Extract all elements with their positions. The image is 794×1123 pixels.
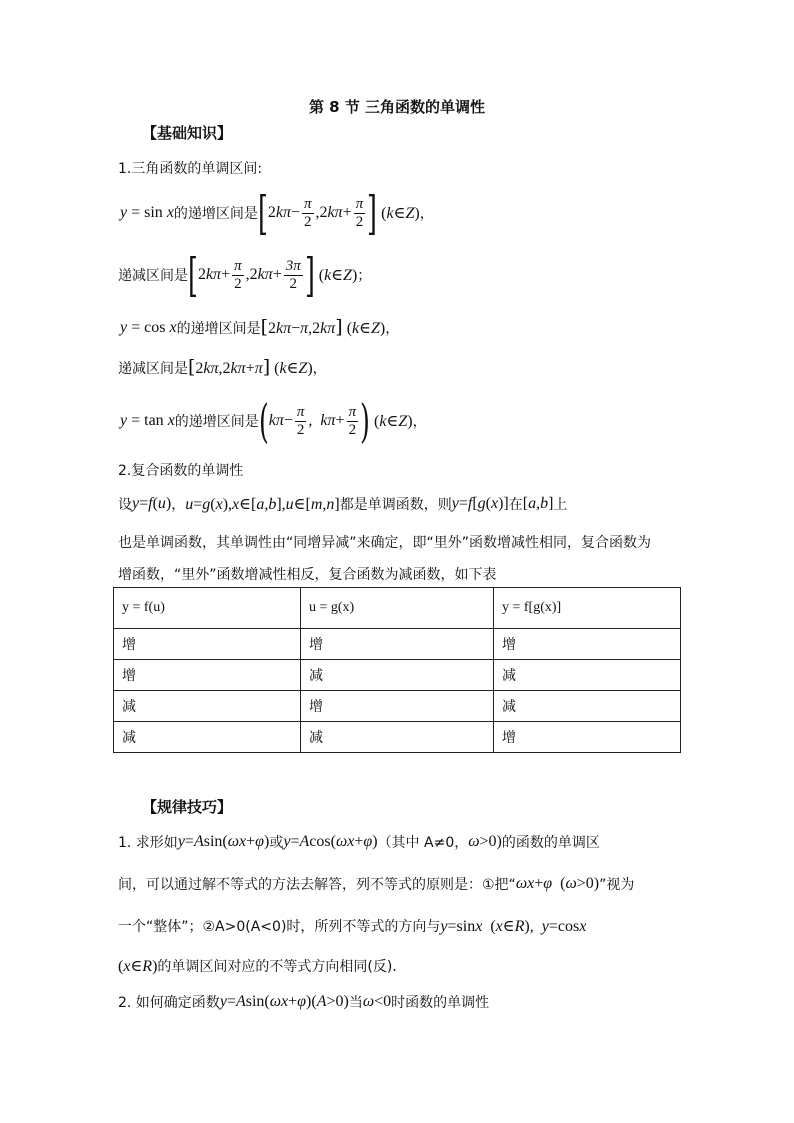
table-header-cell: y = f[g(x)] (494, 588, 681, 629)
formula: y=Asin(ωx+φ)(A>0) (219, 993, 349, 1010)
cos-decreasing-line (118, 356, 327, 380)
interval: [2kπ,2kπ+π] (k∈Z) (188, 356, 313, 378)
table-cell: 减 (114, 691, 301, 722)
item2-line1 (118, 492, 567, 516)
text: 设 (118, 497, 132, 513)
formula-eq: = tan (127, 412, 168, 429)
text: 间，可以通过解不等式的方法去解答，列不等式的原则是：①把“ (118, 877, 516, 893)
formula-y: y (120, 412, 128, 429)
table-row (114, 660, 681, 691)
table-row (114, 691, 681, 722)
formula-y: y (120, 319, 128, 336)
text: （其中 A≠0， (377, 835, 469, 851)
table-cell: 减 (114, 722, 301, 753)
section-rules-heading: 【规律技巧】 (142, 798, 233, 816)
text: 2. 如何确定函数 (118, 995, 220, 1011)
cos-dec-label: 递减区间是 (118, 361, 188, 377)
text: 在 (508, 497, 523, 513)
k-in-z: (k∈Z) (377, 205, 420, 222)
formula-part: 2kπ− (267, 204, 301, 221)
formula: ω<0 (362, 993, 392, 1010)
sin-increasing-line (120, 188, 434, 238)
formula: ωx+φ (ω>0) (515, 875, 600, 892)
formula-part: ,2kπ+ (245, 266, 282, 283)
text: 的函数的单调区 (501, 835, 600, 851)
text: 的单调区间对应的不等式方向相同(反)． (157, 959, 407, 975)
text: 一个“整体”；②A>0(A<0)时，所列不等式的方向与 (118, 919, 441, 935)
formula: [a,b] (522, 495, 554, 512)
formula-part: ,2kπ+ (315, 204, 352, 221)
punct: ， (171, 497, 186, 513)
table-cell: 增 (301, 629, 494, 660)
cos-inc-label: 的递增区间是 (176, 321, 261, 337)
text: 上 (553, 497, 568, 513)
table-header-cell: u = g(x) (301, 588, 494, 629)
item1-heading: 1.三角函数的单调区间: (118, 161, 263, 177)
formula: y=Asin(ωx+φ) (177, 833, 270, 850)
rule1-line1 (118, 830, 600, 854)
text: ”视为 (599, 877, 635, 893)
fraction-pi-2: $\frac{\pi}{2}$ (348, 403, 357, 438)
right-paren: ) (360, 394, 371, 448)
tan-increasing-line (120, 396, 427, 446)
formula: y=sinx (x∈R), y=cosx (440, 918, 587, 935)
punct: ， (312, 361, 327, 377)
text: 都是单调函数，则 (339, 497, 452, 513)
rule1-line4 (118, 954, 406, 978)
formula-part: 2kπ+ (197, 266, 231, 283)
rule1-line3 (118, 914, 586, 938)
section-basic-heading: 【基础知识】 (142, 124, 233, 142)
table-header-row (114, 588, 681, 629)
table-cell: 减 (494, 660, 681, 691)
formula: y=f[g(x)] (451, 495, 509, 512)
rule1-line2 (118, 872, 634, 896)
formula-x: x (167, 412, 175, 429)
table-cell: 增 (494, 722, 681, 753)
text: 当 (348, 995, 363, 1011)
formula: y=Acos(ωx+φ) (283, 833, 378, 850)
sin-inc-label: 的递增区间是 (173, 206, 258, 222)
formula: u=g(x),x∈[a,b],u∈[m,n] (185, 496, 340, 513)
item2-heading: 2.复合函数的单调性 (118, 463, 244, 479)
text: 时函数的单调性 (391, 995, 490, 1011)
table-cell: 减 (301, 660, 494, 691)
item2-line3: 增函数，“里外”函数增减性相反，复合函数为减函数，如下表 (118, 567, 497, 583)
item2-line2: 也是单调函数，其单调性由“同增异减”来确定，即“里外”函数增减性相同，复合函数为 (118, 535, 652, 551)
table-row (114, 722, 681, 753)
text: 1. 求形如 (118, 835, 178, 851)
left-bracket: [ (188, 248, 198, 302)
k-in-z: (k∈Z) (370, 413, 413, 430)
sin-dec-label: 递减区间是 (118, 268, 188, 284)
formula-eq: = cos (127, 319, 170, 336)
table-cell: 增 (114, 660, 301, 691)
fraction-pi-2: $\frac{\pi}{2}$ (296, 403, 305, 438)
punct: ， (419, 206, 434, 222)
formula: ω>0) (468, 833, 502, 850)
table-cell: 增 (301, 691, 494, 722)
table-row (114, 629, 681, 660)
left-paren: ( (258, 394, 269, 448)
fraction-pi-2: $\frac{\pi}{2}$ (234, 257, 242, 292)
table-cell: 增 (494, 629, 681, 660)
rule2-line (118, 990, 489, 1014)
sin-decreasing-line (118, 250, 371, 300)
formula-part: , kπ+ (308, 412, 345, 429)
fraction-pi-2: $\frac{\pi}{2}$ (304, 195, 312, 230)
formula-eq: = sin (127, 204, 167, 221)
table-header-cell: y = f(u) (114, 588, 301, 629)
formula-part: kπ− (268, 412, 293, 429)
interval: [2kπ−π,2kπ] (k∈Z) (260, 316, 386, 338)
k-in-z: (k∈Z) (314, 267, 358, 284)
cos-increasing-line (120, 316, 399, 340)
formula: (x∈R) (118, 958, 158, 975)
text: 或 (269, 835, 284, 851)
table-cell: 增 (114, 629, 301, 660)
table-cell: 减 (301, 722, 494, 753)
formula-x: x (169, 319, 177, 336)
table-cell: 减 (494, 691, 681, 722)
right-bracket: ] (367, 186, 378, 240)
punct: ， (385, 321, 400, 337)
tan-inc-label: 的递增区间是 (174, 414, 259, 430)
formula-y-sin: y (120, 204, 128, 221)
formula: y=f(u) (132, 495, 172, 512)
fraction-3pi-2: $\frac{3\pi}{2}$ (285, 257, 301, 292)
left-bracket: [ (257, 186, 268, 240)
formula-x: x (166, 204, 174, 221)
punct: ； (357, 268, 372, 284)
punct: ， (412, 414, 427, 430)
right-bracket: ] (304, 248, 315, 302)
fraction-pi-2: $\frac{\pi}{2}$ (355, 195, 364, 230)
page-title: 第 8 节 三角函数的单调性 (308, 98, 486, 116)
monotonicity-table (113, 587, 681, 753)
